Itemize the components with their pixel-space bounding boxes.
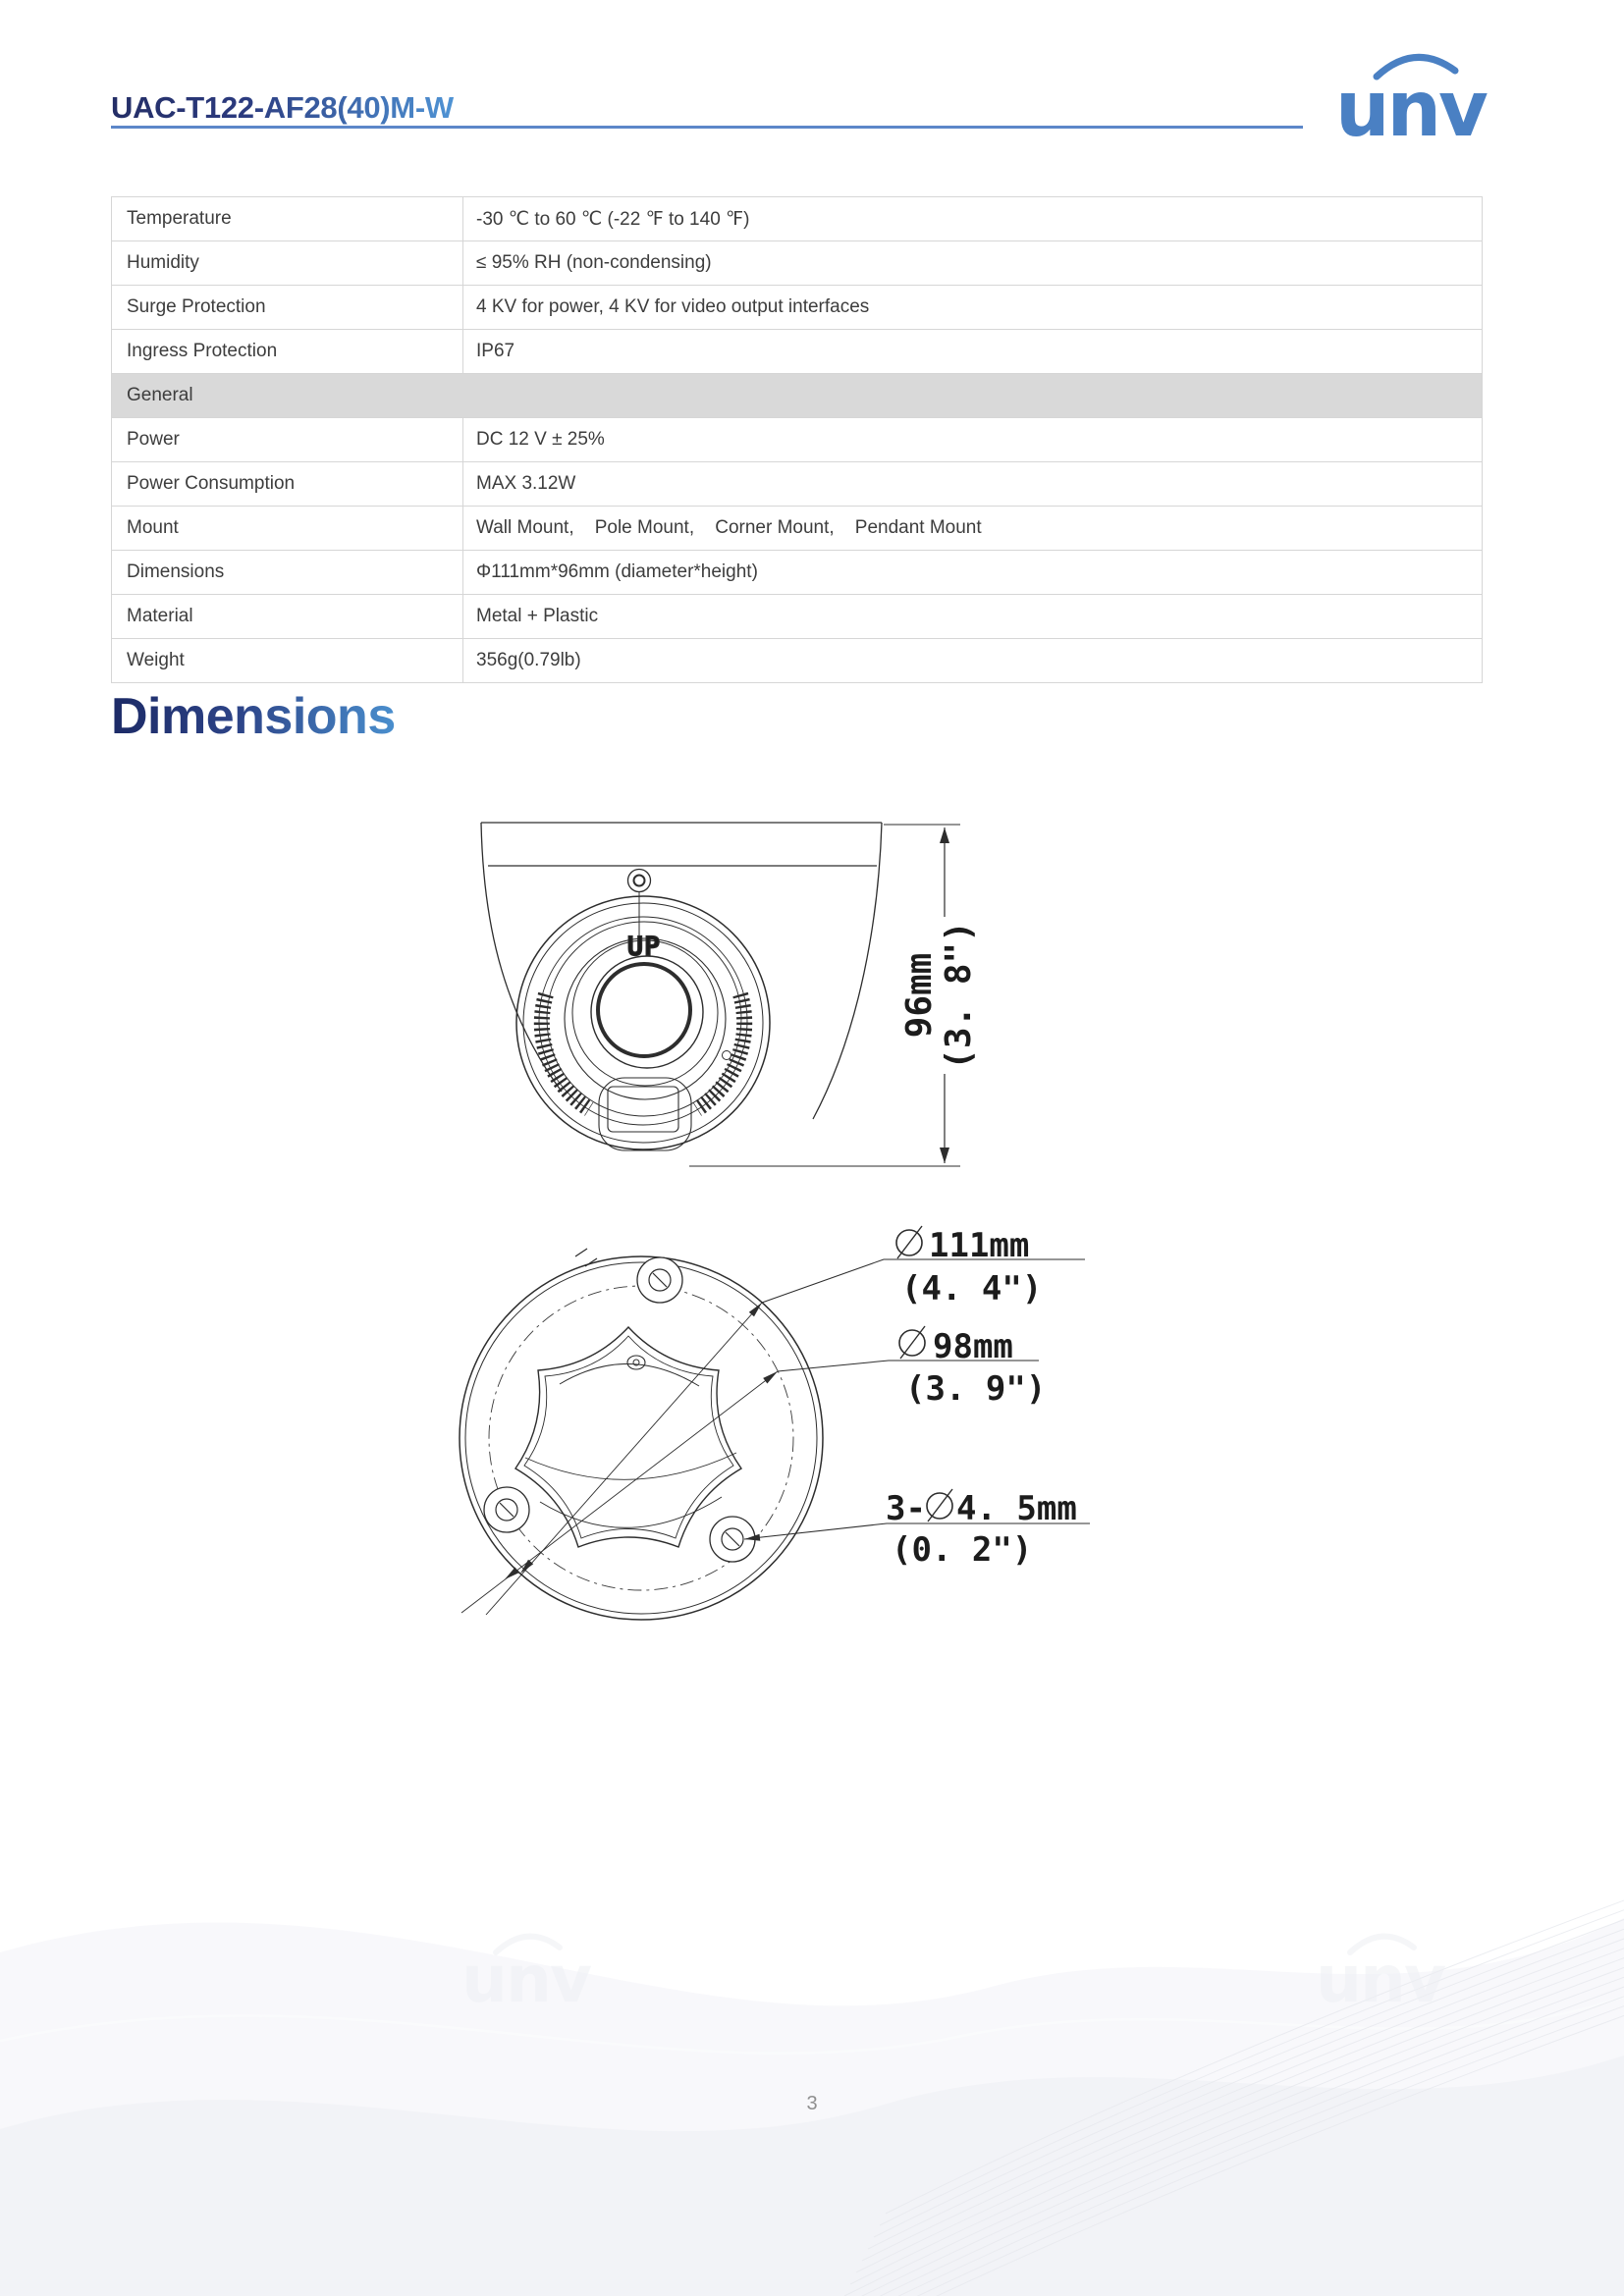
diameter-icon xyxy=(927,1489,952,1522)
table-row xyxy=(112,330,1482,374)
spec-label: Power xyxy=(112,418,463,461)
dimensions-heading: Dimensions xyxy=(111,688,396,745)
camera-bottom-view-drawing xyxy=(432,1217,1276,1698)
ghost-unv-logo xyxy=(461,1937,592,2017)
table-row xyxy=(112,418,1482,462)
height-imperial-label: (3. 8") xyxy=(939,921,979,1070)
spec-label: Temperature xyxy=(112,197,463,240)
spec-label: Mount xyxy=(112,507,463,550)
spec-value: -30 ℃ to 60 ℃ (-22 ℉ to 140 ℉) xyxy=(476,208,750,230)
table-row xyxy=(112,462,1482,507)
page-number: 3 xyxy=(806,2093,818,2114)
svg-text:unv: unv xyxy=(1316,1942,1444,2017)
spec-value: Wall Mount, Pole Mount, Corner Mount, Pendant Mount xyxy=(476,517,982,538)
screw-holes-dimension xyxy=(744,1489,1090,1570)
up-marking: UP xyxy=(626,932,662,962)
spec-value: Φ111mm*96mm (diameter*height) xyxy=(476,561,758,582)
diameter-icon xyxy=(896,1226,922,1258)
spec-value: IP67 xyxy=(476,341,515,361)
section-label: General xyxy=(127,385,193,405)
page-title-model: UAC-T122-AF28(40)M-W xyxy=(111,90,454,125)
table-row xyxy=(112,639,1482,682)
spec-table xyxy=(111,196,1483,683)
unv-logo-text: unv xyxy=(1335,66,1486,143)
spec-label: Surge Protection xyxy=(112,286,463,329)
screw-ear xyxy=(484,1487,529,1532)
table-row xyxy=(112,551,1482,595)
spec-label: Power Consumption xyxy=(112,462,463,506)
spec-label: Humidity xyxy=(112,241,463,285)
diameter-icon xyxy=(899,1326,925,1359)
holes-imperial: (0. 2") xyxy=(892,1530,1033,1570)
table-row xyxy=(112,241,1482,286)
camera-front-view-drawing xyxy=(412,795,1021,1188)
holes-prefix: 3- xyxy=(886,1489,926,1528)
svg-text:unv: unv xyxy=(461,1942,590,2017)
footer-wave-decoration xyxy=(0,1805,1624,2296)
inner-diameter-imperial: (3. 9") xyxy=(905,1369,1047,1409)
unv-logo xyxy=(1333,49,1502,143)
spec-label: Ingress Protection xyxy=(112,330,463,373)
spec-value: ≤ 95% RH (non-condensing) xyxy=(476,252,712,273)
table-row xyxy=(112,286,1482,330)
height-dimension xyxy=(689,825,979,1166)
title-underline xyxy=(111,126,1303,129)
spec-value: DC 12 V ± 25% xyxy=(476,429,605,450)
height-metric-label: 96mm xyxy=(899,952,940,1039)
screw-ear xyxy=(637,1257,682,1303)
spec-value: 356g(0.79lb) xyxy=(476,650,581,670)
spec-value: MAX 3.12W xyxy=(476,473,576,494)
table-row xyxy=(112,595,1482,639)
holes-metric: 4. 5mm xyxy=(956,1489,1077,1528)
outer-diameter-dimension xyxy=(762,1226,1085,1308)
inner-diameter-metric: 98mm xyxy=(933,1327,1013,1366)
spec-value: Metal + Plastic xyxy=(476,606,599,626)
table-row xyxy=(112,197,1482,241)
outer-diameter-metric: 111mm xyxy=(929,1226,1030,1265)
spec-label: Material xyxy=(112,595,463,638)
ghost-unv-logo xyxy=(1316,1937,1446,2017)
outer-diameter-imperial: (4. 4") xyxy=(901,1269,1043,1308)
table-row xyxy=(112,507,1482,551)
spec-label: Dimensions xyxy=(112,551,463,594)
spec-label: Weight xyxy=(112,639,463,682)
spec-value: 4 KV for power, 4 KV for video output interfaces xyxy=(476,296,870,317)
table-section-row xyxy=(112,374,1482,418)
